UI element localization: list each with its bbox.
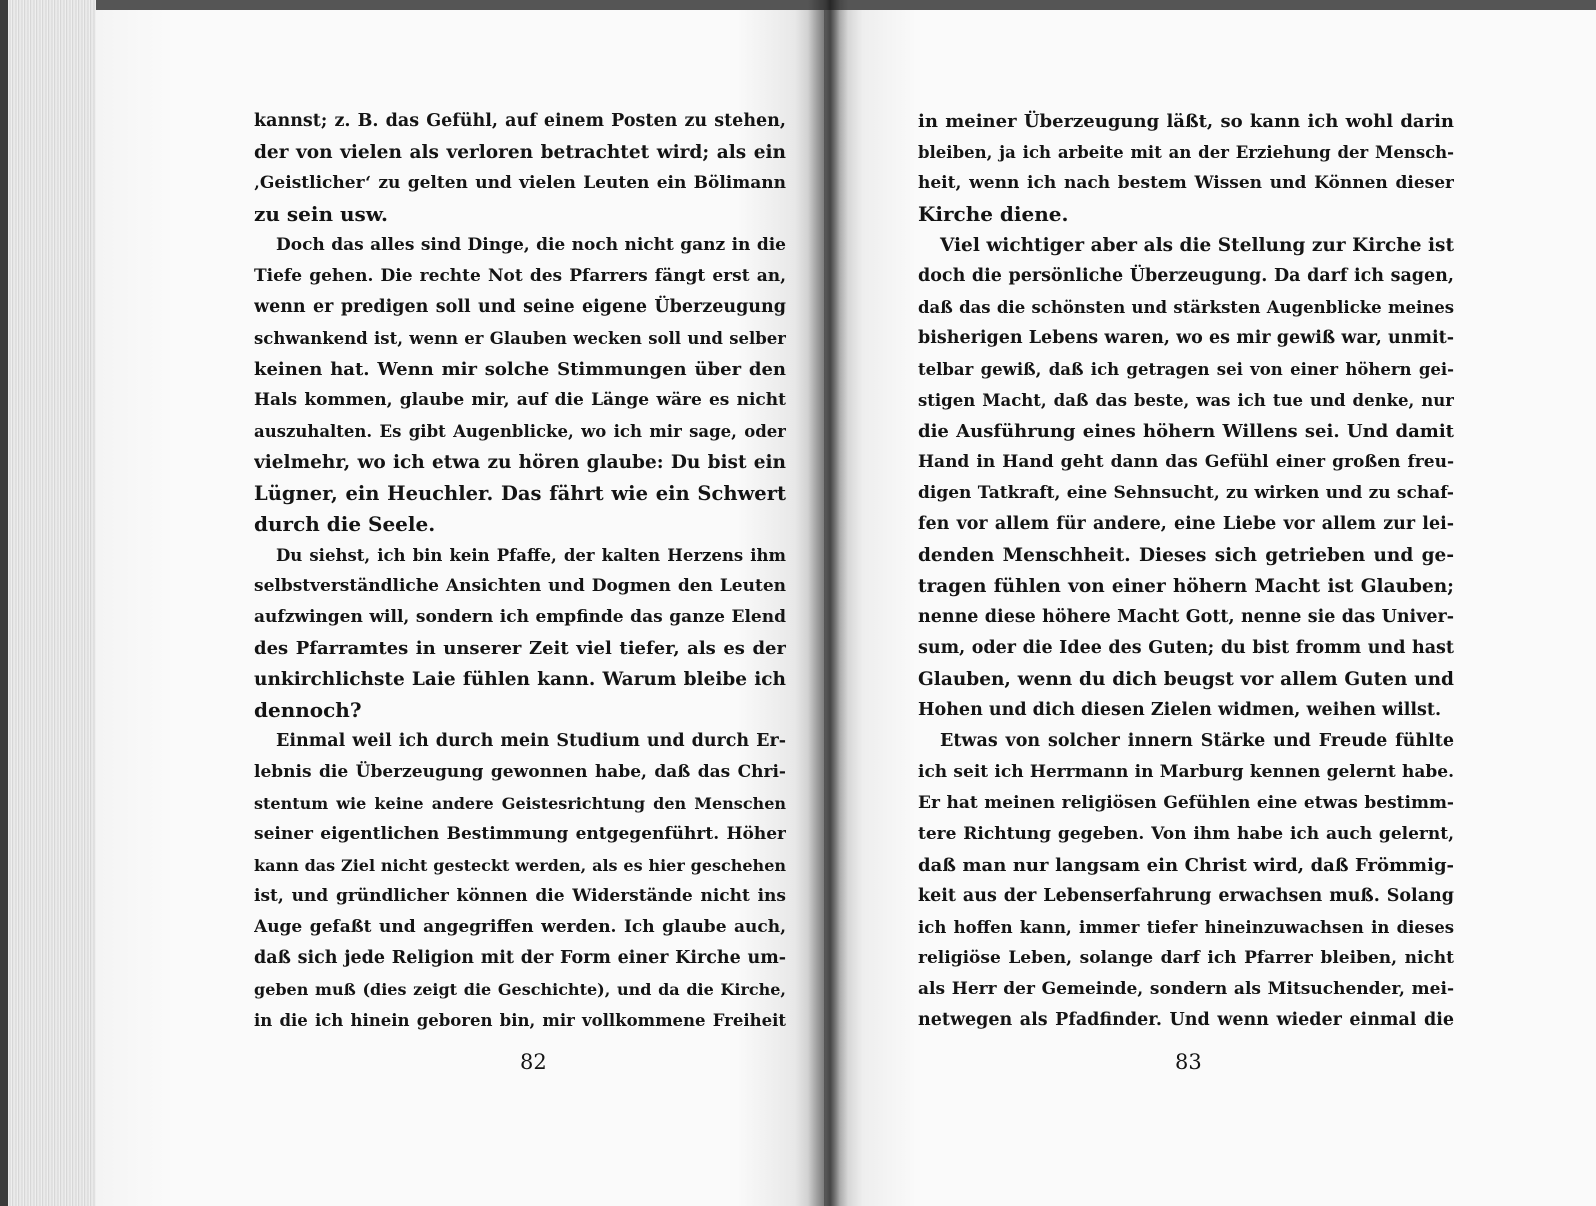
text-line: ist, und gründlicher können die Widerstände nicht ins <box>254 886 786 906</box>
text-line: Tiefe gehen. Die rechte Not des Pfarrers fängt erst an, <box>254 266 786 286</box>
text-line: fen vor allem für andere, eine Liebe vor allem zur lei- <box>918 514 1454 534</box>
text-line: Auge gefaßt und angegriffen werden. Ich glaube auch, <box>254 917 786 937</box>
paragraph-start-line: Etwas von solcher innern Stärke und Freude fühlte <box>940 731 1454 751</box>
text-line: Lügner, ein Heuchler. Das fährt wie ein Schwert <box>254 482 786 505</box>
page-number-left: 82 <box>520 1050 547 1074</box>
text-line: keit aus der Lebenserfahrung erwachsen muß. Solang <box>918 886 1454 906</box>
text-line: auszuhalten. Es gibt Augenblicke, wo ich mir sage, oder <box>254 422 786 441</box>
text-line: daß das die schönsten und stärksten Augenblicke meines <box>918 298 1454 317</box>
text-line: ich seit ich Herrmann in Marburg kennen gelernt habe. <box>918 762 1454 782</box>
text-line: der von vielen als verloren betrachtet wird; als ein <box>254 142 786 163</box>
text-line: stentum wie keine andere Geistesrichtung den Menschen <box>254 794 786 813</box>
text-line: heit, wenn ich nach bestem Wissen und Können dieser <box>918 173 1454 193</box>
text-line: kann das Ziel nicht gesteckt werden, als es hier geschehen <box>254 856 786 875</box>
text-line: schwankend ist, wenn er Glauben wecken soll und selber <box>254 329 786 348</box>
text-line: keinen hat. Wenn mir solche Stimmungen über den <box>254 359 786 380</box>
text-line: aufzwingen will, sondern ich empfinde das ganze Elend <box>254 607 786 627</box>
page-number-right: 83 <box>1175 1050 1202 1074</box>
text-line: denden Menschheit. Dieses sich getrieben und ge- <box>918 545 1454 566</box>
text-line: Kirche diene. <box>918 202 1069 226</box>
text-line: daß man nur langsam ein Christ wird, daß Frömmig- <box>918 855 1454 876</box>
text-line: bleiben, ja ich arbeite mit an der Erziehung der Mensch- <box>918 143 1454 162</box>
text-line: unkirchlichste Laie fühlen kann. Warum bleibe ich <box>254 669 786 690</box>
text-line: zu sein usw. <box>254 202 388 226</box>
text-line: Glauben, wenn du dich beugst vor allem Guten und <box>918 669 1454 690</box>
text-line: ich hoffen kann, immer tiefer hineinzuwachsen in dieses <box>918 918 1454 937</box>
book-gutter <box>808 0 848 1206</box>
text-line: seiner eigentlichen Bestimmung entgegenführt. Höher <box>254 824 786 844</box>
text-line: als Herr der Gemeinde, sondern als Mitsuchender, mei- <box>918 979 1454 999</box>
text-line: dennoch? <box>254 698 362 722</box>
paragraph-start-line: Doch das alles sind Dinge, die noch nicht ganz in die <box>276 235 786 255</box>
text-line: daß sich jede Religion mit der Form einer Kirche um- <box>254 948 786 968</box>
text-line: Hand in Hand geht dann das Gefühl einer großen freu- <box>918 452 1454 472</box>
text-line: religiöse Leben, solange darf ich Pfarrer bleiben, nicht <box>918 948 1454 968</box>
text-line: lebnis die Überzeugung gewonnen habe, daß das Chri- <box>254 762 786 782</box>
text-line: tragen fühlen von einer höhern Macht ist Glauben; <box>918 576 1454 597</box>
paragraph-start-line: Viel wichtiger aber als die Stellung zur Kirche ist <box>940 235 1454 256</box>
text-line: vielmehr, wo ich etwa zu hören glaube: Du bist ein <box>254 452 786 473</box>
right-page-text <box>918 106 1454 1036</box>
text-line: digen Tatkraft, eine Sehnsucht, zu wirken und zu schaf- <box>918 483 1454 503</box>
text-line: kannst; z. B. das Gefühl, auf einem Posten zu stehen, <box>254 111 786 131</box>
text-line: bisherigen Lebens waren, wo es mir gewiß war, unmit- <box>918 328 1454 348</box>
text-line: durch die Seele. <box>254 512 436 536</box>
text-line: stigen Macht, daß das beste, was ich tue und denke, nur <box>918 391 1454 410</box>
paragraph-start-line: Du siehst, ich bin kein Pfaffe, der kalten Herzens ihm <box>276 546 786 565</box>
text-line: netwegen als Pfadfinder. Und wenn wieder einmal die <box>918 1010 1454 1030</box>
text-line: tere Richtung gegeben. Von ihm habe ich auch gelernt, <box>918 824 1454 844</box>
text-line: in die ich hinein geboren bin, mir vollkommene Freiheit <box>254 1011 786 1030</box>
text-line: Hals kommen, glaube mir, auf die Länge wäre es nicht <box>254 390 786 410</box>
text-line: Hohen und dich diesen Zielen widmen, weihen willst. <box>918 700 1442 720</box>
text-line: die Ausführung eines höhern Willens sei. Und damit <box>918 421 1454 442</box>
text-line: in meiner Überzeugung läßt, so kann ich wohl darin <box>918 111 1454 132</box>
text-line: sum, oder die Idee des Guten; du bist fromm und hast <box>918 638 1454 658</box>
text-line: nenne diese höhere Macht Gott, nenne sie das Univer- <box>918 607 1454 627</box>
text-line: ‚Geistlicher‘ zu gelten und vielen Leuten ein Bölimann <box>254 173 786 193</box>
text-line: telbar gewiß, daß ich getragen sei von einer höhern gei- <box>918 360 1454 379</box>
text-line: geben muß (dies zeigt die Geschichte), und da die Kirche, <box>254 980 786 999</box>
text-line: doch die persönliche Überzeugung. Da darf ich sagen, <box>918 266 1454 286</box>
text-line: Er hat meinen religiösen Gefühlen eine etwas bestimm- <box>918 793 1454 813</box>
left-page-text <box>254 106 786 1036</box>
text-line: wenn er predigen soll und seine eigene Überzeugung <box>254 297 786 317</box>
text-line: selbstverständliche Ansichten und Dogmen den Leuten <box>254 576 786 596</box>
book-page-edges <box>0 0 110 1206</box>
paragraph-start-line: Einmal weil ich durch mein Studium und durch Er- <box>276 731 786 751</box>
text-line: des Pfarramtes in unserer Zeit viel tiefer, als es der <box>254 638 786 659</box>
book-cover-edge <box>0 0 8 1206</box>
